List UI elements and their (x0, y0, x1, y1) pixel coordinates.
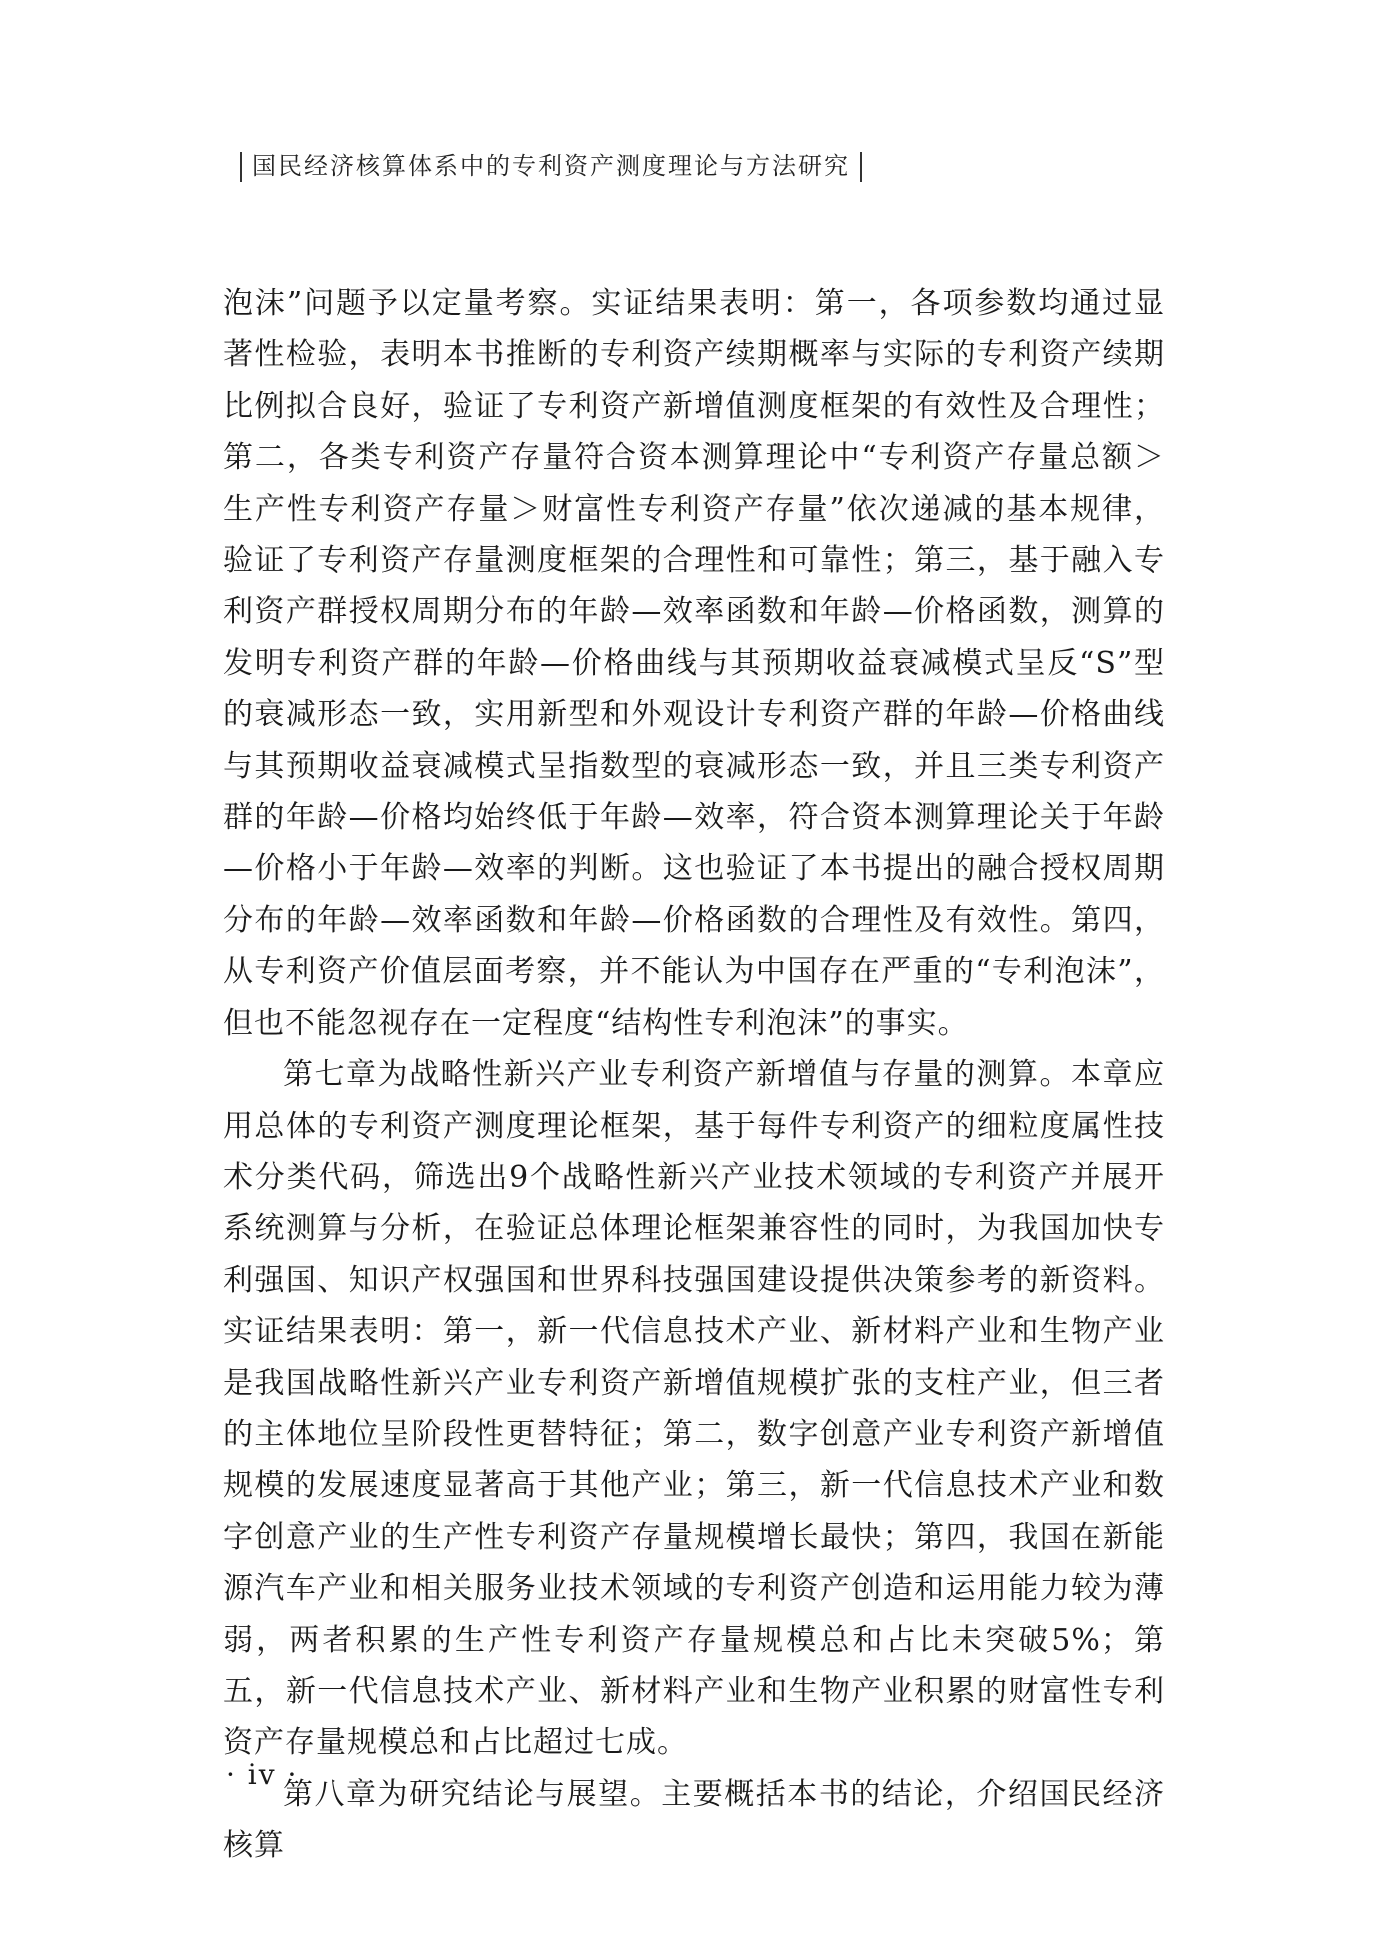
paragraph-chapter-seven: 第七章为战略性新兴产业专利资产新增值与存量的测算。本章应用总体的专利资产测度理论框架，基于每件专利资产的细粒度属性技术分类代码，筛选出9个战略性新兴产业技术领域的专利资产并展开系统测算与分析，在验证总体理论框架兼容性的同时，为我国加快专利强国、知识产权强国和世界科技强国建设提供决策参考的新资料。实证结果表明：第一，新一代信息技术产业、新材料产业和生物产业是我国战略性新兴产业专利资产新增值规模扩张的支柱产业，但三者的主体地位呈阶段性更替特征；第二，数字创意产业专利资产新增值规模的发展速度显著高于其他产业；第三，新一代信息技术产业和数字创意产业的生产性专利资产存量规模增长最快；第四，我国在新能源汽车产业和相关服务业技术领域的专利资产创造和运用能力较为薄弱，两者积累的生产性专利资产存量规模总和占比未突破5%；第五，新一代信息技术产业、新材料产业和生物产业积累的财富性专利资产存量规模总和占比超过七成。 (223, 1057, 1165, 1761)
header-right-rule (860, 152, 862, 182)
header-title: 国民经济核算体系中的专利资产测度理论与方法研究 (252, 152, 850, 180)
paragraph-chapter-eight: 第八章为研究结论与展望。主要概括本书的结论，介绍国民经济核算 (223, 1776, 1165, 1864)
running-header (230, 146, 872, 182)
body-text (223, 278, 1165, 1872)
page-number: · iv · (226, 1758, 299, 1791)
header-left-rule (240, 152, 242, 182)
paragraph-continued: 泡沫”问题予以定量考察。实证结果表明：第一，各项参数均通过显著性检验，表明本书推断的专利资产续期概率与实际的专利资产续期比例拟合良好，验证了专利资产新增值测度框架的有效性及合理性；第二，各类专利资产存量符合资本测算理论中“专利资产存量总额＞生产性专利资产存量＞财富性专利资产存量”依次递减的基本规律，验证了专利资产存量测度框架的合理性和可靠性；第三，基于融入专利资产群授权周期分布的年龄—效率函数和年龄—价格函数，测算的发明专利资产群的年龄—价格曲线与其预期收益衰减模式呈反“S”型的衰减形态一致，实用新型和外观设计专利资产群的年龄—价格曲线与其预期收益衰减模式呈指数型的衰减形态一致，并且三类专利资产群的年龄—价格均始终低于年龄—效率，符合资本测算理论关于年龄—价格小于年龄—效率的判断。这也验证了本书提出的融合授权周期分布的年龄—效率函数和年龄—价格函数的合理性及有效性。第四，从专利资产价值层面考察，并不能认为中国存在严重的“专利泡沫”，但也不能忽视存在一定程度“结构性专利泡沫”的事实。 (223, 286, 1165, 1041)
